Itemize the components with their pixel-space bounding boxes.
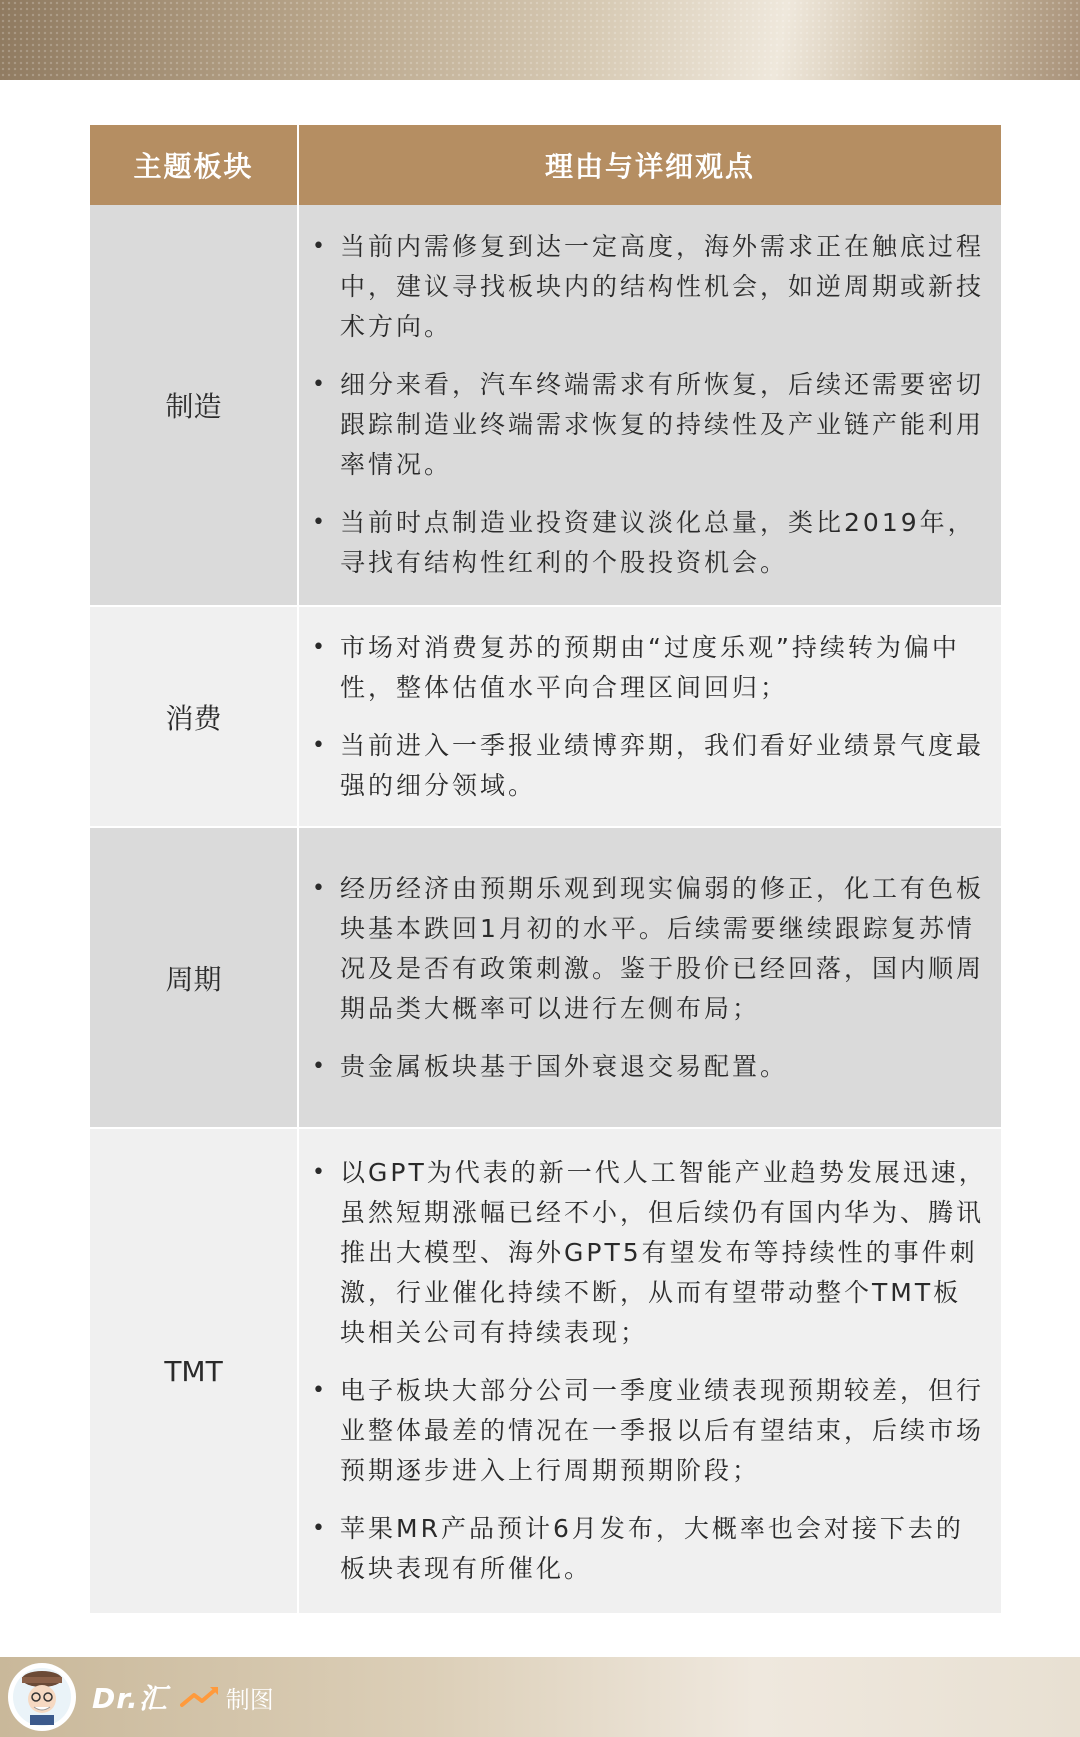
brand-logo: Dr.汇: [92, 1682, 168, 1715]
bullet-icon: •: [312, 732, 328, 758]
table-row: [90, 605, 1001, 826]
avatar: [8, 1663, 76, 1731]
header-reasons: 理由与详细观点: [297, 125, 1001, 205]
bullet-icon: •: [312, 1516, 328, 1541]
table-row: [90, 205, 1001, 605]
row-category: 消费: [165, 701, 222, 735]
bullet-icon: •: [312, 234, 328, 259]
cartoon-avatar-icon: [12, 1667, 72, 1727]
table-row: [90, 1127, 1001, 1613]
footer-label: 制图: [225, 1685, 274, 1714]
bullet-icon: •: [312, 1160, 328, 1185]
point-item: • 经历经济由预期乐观到现实偏弱的修正，化工有色板块基本跌回1月初的水平。后续需要继续跟踪复苏情况及是否有政策刺激。鉴于股价已经回落，国内顺周期品类大概率可以进行左侧布局；: [312, 869, 989, 1029]
top-banner: [0, 0, 1080, 80]
bullet-icon: •: [312, 1053, 328, 1079]
bullet-icon: •: [312, 372, 328, 397]
row-category: 制造: [165, 390, 222, 423]
table-row: [90, 826, 1001, 1127]
row-category: TMT: [164, 1354, 223, 1388]
point-item: • 以GPT为代表的新一代人工智能产业趋势发展迅速，虽然短期涨幅已经不小，但后续仍有国内华为、腾讯推出大模型、海外GPT5有望发布等持续性的事件刺激，行业催化持续不断，从而有望带动整个TMT板块相关公司有持续表现；: [312, 1153, 989, 1353]
point-item: • 苹果MR产品预计6月发布，大概率也会对接下去的板块表现有所催化。: [312, 1509, 989, 1589]
row-points: [297, 205, 1001, 605]
point-item: • 当前时点制造业投资建议淡化总量，类比2019年，寻找有结构性红利的个股投资机会。: [312, 503, 989, 583]
bullet-icon: •: [312, 510, 328, 535]
bullet-icon: •: [312, 634, 328, 660]
point-item: • 当前内需修复到达一定高度，海外需求正在触底过程中，建议寻找板块内的结构性机会，如逆周期或新技术方向。: [312, 227, 989, 347]
row-points: [297, 828, 1001, 1127]
table-header: [90, 125, 1001, 205]
bullet-icon: •: [312, 1378, 328, 1403]
point-item: • 当前进入一季报业绩博弈期，我们看好业绩景气度最强的细分领域。: [312, 726, 989, 806]
point-item: • 市场对消费复苏的预期由“过度乐观”持续转为偏中性，整体估值水平向合理区间回归；: [312, 628, 989, 708]
row-category: 周期: [165, 962, 222, 996]
point-item: • 细分来看，汽车终端需求有所恢复，后续还需要密切跟踪制造业终端需求恢复的持续性及产业链产能利用率情况。: [312, 365, 989, 485]
bullet-icon: •: [312, 875, 328, 901]
trend-arrow-icon: [180, 1685, 220, 1709]
row-points: [297, 1129, 1001, 1613]
theme-table: [90, 125, 1001, 1613]
footer-bar: [0, 1657, 1080, 1737]
header-theme: 主题板块: [133, 150, 254, 183]
point-item: • 贵金属板块基于国外衰退交易配置。: [312, 1047, 989, 1087]
point-item: • 电子板块大部分公司一季度业绩表现预期较差，但行业整体最差的情况在一季报以后有望结束，后续市场预期逐步进入上行周期预期阶段；: [312, 1371, 989, 1491]
row-points: [297, 607, 1001, 826]
